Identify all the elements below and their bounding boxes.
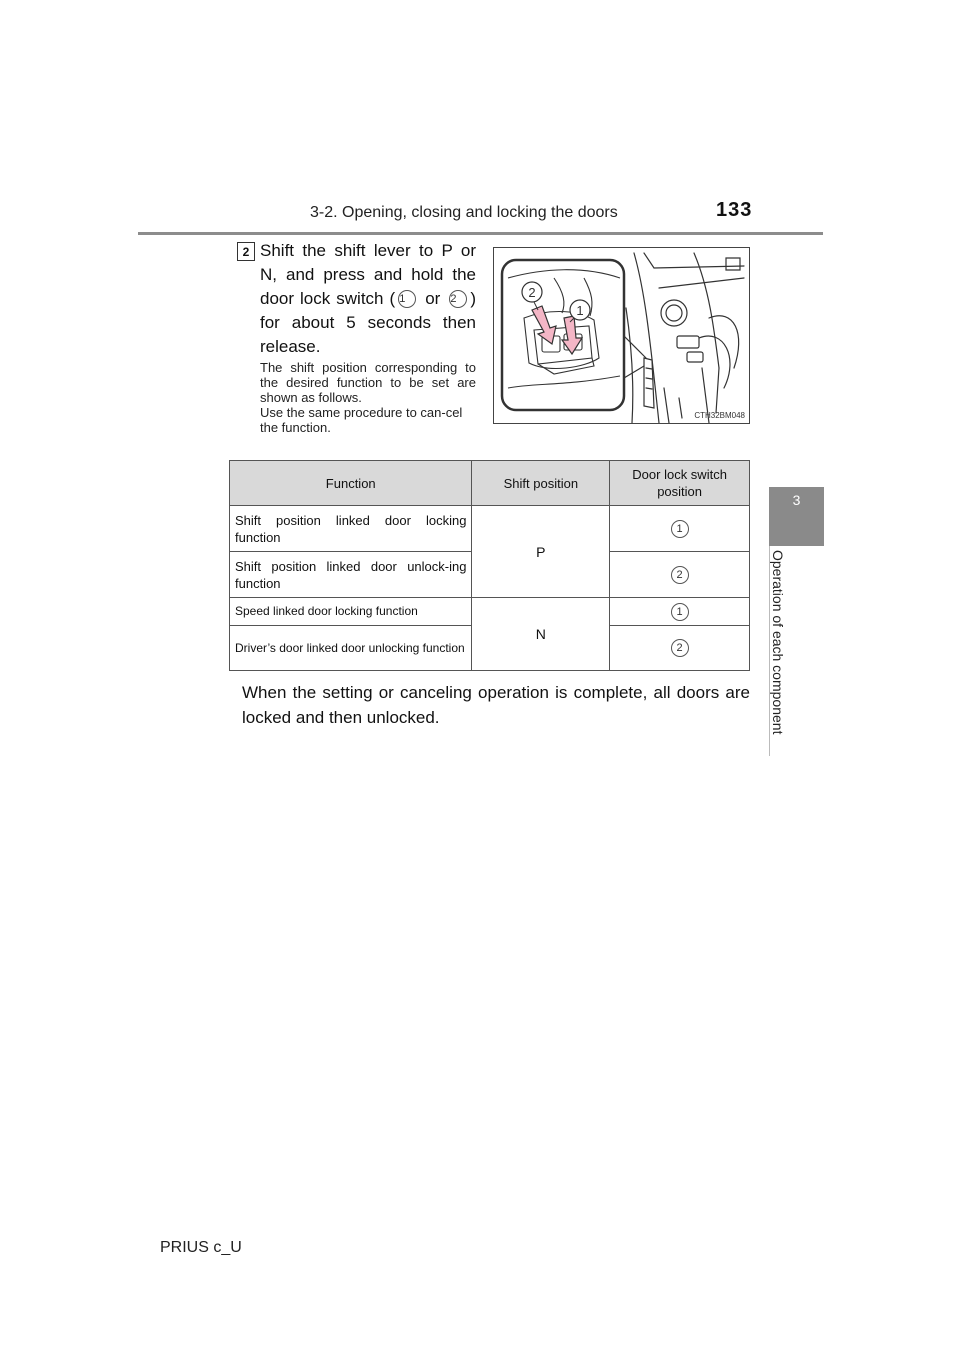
function-cell: Shift position linked door unlock-ing function	[230, 552, 472, 598]
circled-number-2: 2	[449, 290, 467, 308]
function-table	[229, 460, 750, 671]
page-number: 133	[716, 199, 753, 221]
step-note-1: The shift position corresponding to the desired function to be set are shown as follows.	[260, 360, 476, 405]
function-cell: Shift position linked door locking function	[230, 506, 472, 552]
footer-model: PRIUS c_U	[160, 1239, 242, 1256]
function-cell: Speed linked door locking function	[230, 598, 472, 626]
function-cell: Driver’s door linked door unlocking function	[230, 626, 472, 671]
table-row	[230, 506, 750, 552]
header-function: Function	[230, 461, 472, 506]
step-text-before: Shift the shift lever to P or N, and press and hold the door lock switch (	[260, 241, 476, 308]
chapter-title-text: Operation of each component	[770, 550, 786, 735]
step-instruction	[260, 239, 476, 359]
header-shift-position: Shift position	[472, 461, 610, 506]
circled-number-2: 2	[671, 566, 689, 584]
shift-position-cell: N	[472, 598, 610, 671]
switch-position-cell	[610, 598, 750, 626]
callout-1: 1	[576, 303, 584, 318]
table-header-row	[230, 461, 750, 506]
circled-number-1: 1	[671, 603, 689, 621]
switch-position-cell	[610, 626, 750, 671]
step-note-2: Use the same procedure to can-cel the function.	[260, 405, 463, 435]
header-rule	[138, 232, 823, 235]
figure-code: CTH32BM048	[694, 411, 745, 420]
step-text-after: ) for about 5 seconds then release.	[260, 289, 476, 356]
completion-note: When the setting or canceling operation is complete, all doors are locked and then unlocked.	[242, 683, 750, 727]
shift-position-cell: P	[472, 506, 610, 598]
chapter-title	[770, 550, 806, 748]
switch-position-cell	[610, 506, 750, 552]
header-door-lock-switch: Door lock switch position	[610, 461, 750, 506]
callout-2: 2	[528, 285, 536, 300]
switch-position-cell	[610, 552, 750, 598]
circled-number-2: 2	[671, 639, 689, 657]
door-lock-switch-illustration	[493, 247, 750, 424]
illustration-drawing	[494, 248, 749, 423]
step-number-box: 2	[237, 242, 255, 261]
circled-number-1: 1	[398, 290, 416, 308]
chapter-number: 3	[792, 492, 801, 508]
circled-number-1: 1	[671, 520, 689, 538]
section-title: 3-2. Opening, closing and locking the doors	[310, 204, 618, 221]
table-row	[230, 598, 750, 626]
step-text-or: or	[419, 289, 447, 308]
